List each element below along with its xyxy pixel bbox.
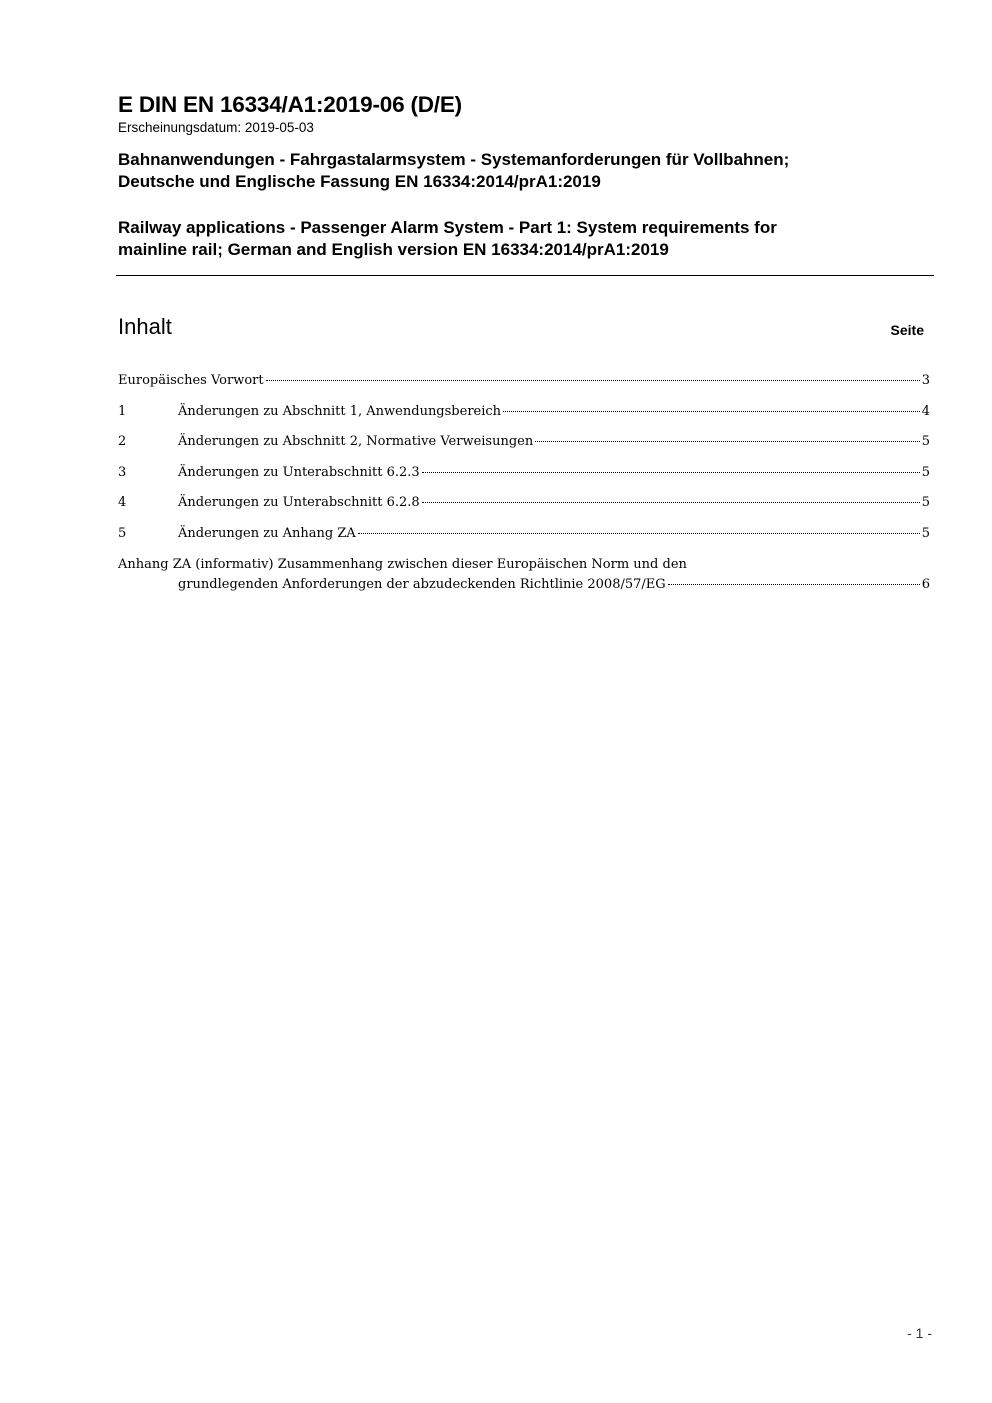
toc-entry-number: 3 [118,464,127,480]
toc-entry-5[interactable] [118,525,930,556]
page-number: - 1 - [907,1325,932,1341]
toc-entry-page: 5 [921,495,930,510]
toc-entry-page: 5 [921,525,930,541]
english-title-line-1: Railway applications - Passenger Alarm System - Part 1: System requirements for [118,218,777,237]
toc-entry-page: 6 [921,577,930,592]
toc-leader-dots [422,502,920,503]
toc-entry-number: 1 [118,403,127,419]
toc-page-column-label: Seite [890,322,924,338]
toc-leader-dots [422,472,920,473]
toc-leader-dots [358,533,920,534]
table-of-contents [118,372,930,595]
toc-annex-line-2-row [118,575,930,595]
toc-entry-number: 5 [118,525,127,541]
english-title [118,217,918,261]
document-id: E DIN EN 16334/A1:2019-06 (D/E) [118,92,462,117]
toc-leader-dots [535,441,919,442]
toc-entry-page: 5 [921,434,930,449]
toc-entry-text: Änderungen zu Anhang ZA [178,525,356,541]
toc-entry-4[interactable] [118,494,930,525]
toc-entry-foreword[interactable] [118,372,930,403]
toc-entry-annex-za[interactable] [118,555,930,595]
toc-entry-3[interactable] [118,464,930,495]
german-title-line-1: Bahnanwendungen - Fahrgastalarmsystem - Systemanforderungen für Vollbahnen; [118,150,790,169]
toc-leader-dots [668,584,920,585]
toc-entry-1[interactable] [118,403,930,434]
toc-entry-page: 4 [921,403,930,419]
toc-entry-number: 4 [118,495,127,510]
toc-leader-dots [503,411,920,412]
german-title [118,149,928,193]
toc-leader-dots [266,380,920,381]
german-title-line-2: Deutsche und Englische Fassung EN 16334:2014/prA1:2019 [118,172,601,191]
toc-entry-page: 5 [921,464,930,480]
toc-entry-text: Änderungen zu Abschnitt 1, Anwendungsbereich [178,403,502,419]
header-divider [116,275,934,276]
publication-date: Erscheinungsdatum: 2019-05-03 [118,120,314,135]
toc-heading: Inhalt [118,314,172,339]
english-title-line-2: mainline rail; German and English version EN 16334:2014/prA1:2019 [118,240,669,259]
toc-entry-2[interactable] [118,433,930,464]
toc-entry-page: 3 [921,373,930,388]
toc-entry-text: Änderungen zu Unterabschnitt 6.2.8 [178,495,420,510]
toc-entry-number: 2 [118,434,127,449]
toc-annex-line-1: Anhang ZA (informativ) Zusammenhang zwischen dieser Europäischen Norm und den [118,557,687,572]
toc-entry-text: Europäisches Vorwort [118,373,264,388]
toc-entry-text: Änderungen zu Unterabschnitt 6.2.3 [178,464,420,480]
document-header [118,92,934,261]
toc-annex-line-2: grundlegenden Anforderungen der abzudeckenden Richtlinie 2008/57/EG [178,577,666,592]
toc-entry-text: Änderungen zu Abschnitt 2, Normative Verweisungen [178,434,534,449]
